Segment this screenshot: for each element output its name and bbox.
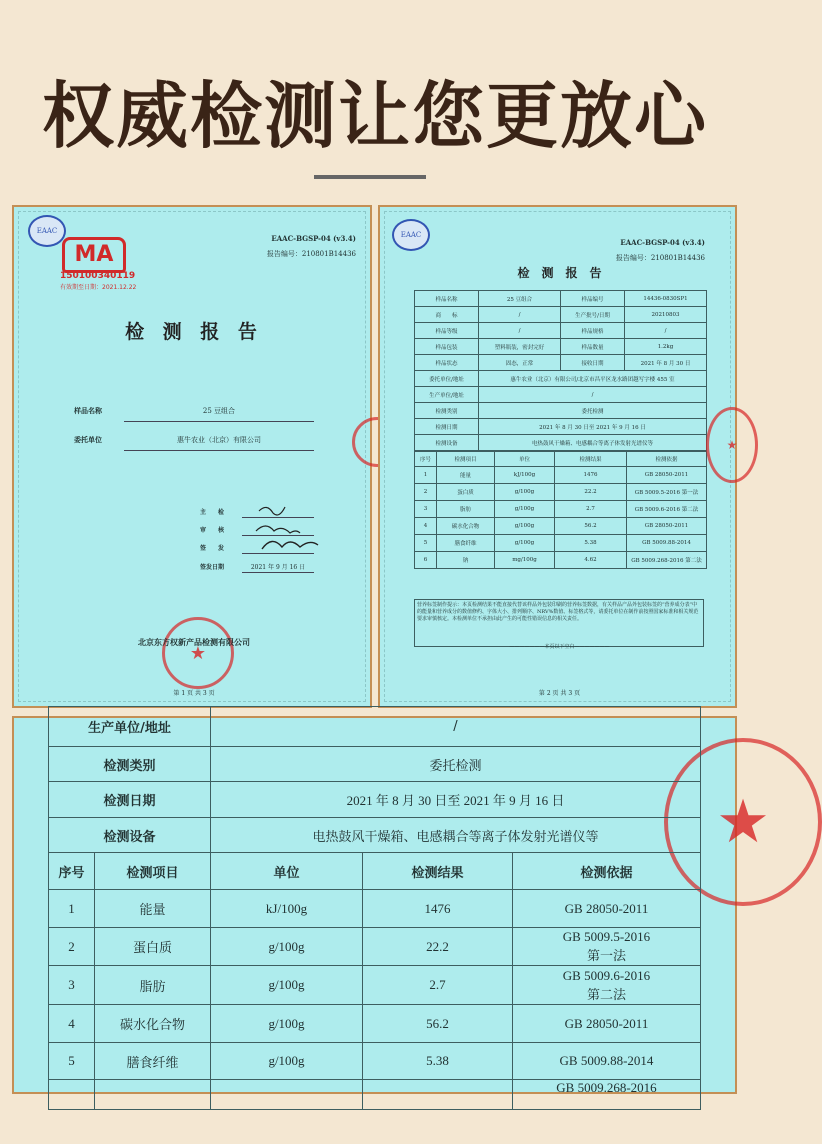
cell: 56.2 xyxy=(555,518,627,535)
header-cell: 单位 xyxy=(495,452,555,467)
method-line: GB 28050-2011 xyxy=(564,900,649,916)
zoom-header xyxy=(49,853,701,890)
edge-seal-image: ★ xyxy=(706,407,758,483)
info-label: 样品等级 xyxy=(415,323,479,339)
cell xyxy=(513,1043,701,1080)
info-label: 样品数量 xyxy=(561,339,625,355)
cell: 碳水化合物 xyxy=(437,518,495,535)
zoom-info-row xyxy=(49,818,701,853)
cell: kJ/100g xyxy=(211,890,363,928)
eaac-logo-icon: EAAC xyxy=(392,219,430,251)
method-line: GB 28050-2011 xyxy=(564,1015,649,1031)
info-row xyxy=(415,403,707,419)
info-label: 检测设备 xyxy=(415,435,479,451)
info-value: 固态，正常 xyxy=(479,355,561,371)
cell: 1 xyxy=(415,467,437,484)
info-value: 25 豆组合 xyxy=(479,291,561,307)
header-cell: 检测结果 xyxy=(555,452,627,467)
cell: g/100g xyxy=(211,1043,363,1080)
report-no-label: 报告编号： xyxy=(615,254,651,262)
table-row xyxy=(415,535,707,552)
page-footer: 第 1 页 共 3 页 xyxy=(173,690,215,697)
info-row xyxy=(415,355,707,371)
info-row xyxy=(415,339,707,355)
table-row xyxy=(415,518,707,535)
cell: 膳食纤维 xyxy=(437,535,495,552)
cell xyxy=(363,1080,513,1110)
cell xyxy=(49,1080,95,1110)
end-mark: ———————本页以下空白——————— xyxy=(509,644,610,650)
info-label: 样品状态 xyxy=(415,355,479,371)
nutrition-note: 营养标签制作提示：本页检测结果不能直接代替该样品外包装印刷的营养标签数据，有关样品产品外包装标签的“营养成分表”中的能量和营养成分的数值修约、字体大小、排列顺序、NRV%数值、标签格式等，请委托单位在制作前按照国家标准和相关规范要求审慎核定。本检测单位不承担由此产生的可能性错误信息的相关责任。 xyxy=(414,599,704,647)
doc-code: EAAC-BGSP-04 (v3.4) xyxy=(620,238,705,247)
cell xyxy=(95,1080,211,1110)
method-line: GB 5009.5-2016 xyxy=(562,929,651,944)
cell: 2.7 xyxy=(363,966,513,1005)
zoom-table xyxy=(48,706,701,1110)
table-row xyxy=(415,501,707,518)
info-value: 委托检测 xyxy=(211,747,701,782)
cell: g/100g xyxy=(211,1005,363,1043)
cell xyxy=(513,928,701,966)
info-value: 2021 年 8 月 30 日至 2021 年 9 月 16 日 xyxy=(479,419,707,435)
info-label: 检测日期 xyxy=(415,419,479,435)
info-row xyxy=(415,435,707,451)
sample-label: 样品名称 xyxy=(74,406,102,415)
eaac-logo-icon: EAAC xyxy=(28,215,66,247)
zoomed-results xyxy=(12,716,770,1095)
table-row xyxy=(49,966,701,1005)
cell: 脂肪 xyxy=(437,501,495,518)
cell: 4 xyxy=(415,518,437,535)
header-cell: 序号 xyxy=(415,452,437,467)
report-title: 检 测 报 告 xyxy=(125,321,263,343)
sign-label-date: 签发日期 xyxy=(200,564,225,571)
cell: 22.2 xyxy=(555,484,627,501)
info-label: 样品名称 xyxy=(415,291,479,307)
sign-label-issuer: 签 发 xyxy=(200,545,225,552)
zoom-info-row xyxy=(49,747,701,782)
table-row xyxy=(49,928,701,966)
info-value: 电热鼓风干燥箱、电感耦合等离子体发射光谱仪等 xyxy=(479,435,707,451)
page-footer: 第 2 页 共 3 页 xyxy=(538,690,581,697)
sample-line xyxy=(124,421,314,422)
info-value: 电热鼓风干燥箱、电感耦合等离子体发射光谱仪等 xyxy=(211,818,701,853)
method-sub: 第一法 xyxy=(586,949,626,964)
cell: kJ/100g xyxy=(495,467,555,484)
info-label: 委托单位/地址 xyxy=(415,371,479,387)
client-line xyxy=(124,450,314,451)
info-row xyxy=(415,307,707,323)
table-row xyxy=(49,1043,701,1080)
info-label: 样品包装 xyxy=(415,339,479,355)
client-label: 委托单位 xyxy=(74,435,102,444)
cell xyxy=(513,966,701,1005)
cell xyxy=(513,1080,701,1110)
cell: GB 5009.268-2016 第二法 xyxy=(627,552,707,569)
results-table xyxy=(414,451,707,569)
cell: 膳食纤维 xyxy=(95,1043,211,1080)
cell: GB 5009.88-2014 xyxy=(627,535,707,552)
info-label: 生产单位/地址 xyxy=(49,707,211,747)
cell: GB 28050-2011 xyxy=(627,518,707,535)
zoom-info-row xyxy=(49,707,701,747)
cell: g/100g xyxy=(495,535,555,552)
table-row xyxy=(49,1080,701,1110)
info-value: 14436-0830SP1 xyxy=(625,291,707,307)
cell: 脂肪 xyxy=(95,966,211,1005)
report-title: 检 测 报 告 xyxy=(517,266,602,280)
cell: g/100g xyxy=(495,501,555,518)
info-value: / xyxy=(625,323,707,339)
cell: 2.7 xyxy=(555,501,627,518)
cell: 蛋白质 xyxy=(437,484,495,501)
sign-line-4 xyxy=(242,572,314,573)
sign-date: 2021 年 9 月 16 日 xyxy=(250,564,306,571)
report-no-value: 210801B14436 xyxy=(650,254,705,262)
cell: 碳水化合物 xyxy=(95,1005,211,1043)
cell: 1 xyxy=(49,890,95,928)
lab-name: 北京东方权新产品检测有限公司 xyxy=(138,637,250,647)
cell: 5 xyxy=(415,535,437,552)
table-row xyxy=(49,890,701,928)
method-sub: 第二法 xyxy=(586,987,626,1003)
report-page-1 xyxy=(12,205,372,708)
info-label: 检测类别 xyxy=(49,747,211,782)
cell: 蛋白质 xyxy=(95,928,211,966)
lab-seal-image: ★ xyxy=(162,617,234,689)
cma-letters: MA xyxy=(74,242,114,267)
cell: 2 xyxy=(415,484,437,501)
cell: 22.2 xyxy=(363,928,513,966)
cell: g/100g xyxy=(211,928,363,966)
cell: g/100g xyxy=(211,966,363,1005)
cell: 5.38 xyxy=(555,535,627,552)
table-row xyxy=(49,1005,701,1043)
client-value: 惠牛农业（北京）有限公司 xyxy=(177,436,261,444)
cell: 6 xyxy=(415,552,437,569)
cell: mg/100g xyxy=(495,552,555,569)
cell: 4 xyxy=(49,1005,95,1043)
info-value: 1.2kg xyxy=(625,339,707,355)
header-cell: 序号 xyxy=(49,853,95,890)
cell: 2 xyxy=(49,928,95,966)
info-value: 2021 年 8 月 30 日 xyxy=(625,355,707,371)
header-cell: 检测依据 xyxy=(627,452,707,467)
info-row xyxy=(415,323,707,339)
cell: 能量 xyxy=(437,467,495,484)
table-row xyxy=(415,552,707,569)
sign-label-inspector: 主 检 xyxy=(200,509,225,516)
cell: GB 28050-2011 xyxy=(627,467,707,484)
cell: g/100g xyxy=(495,518,555,535)
info-row xyxy=(415,291,707,307)
headline: 权威检测让您更放心 xyxy=(41,74,708,158)
cma-mark xyxy=(62,237,126,273)
info-row xyxy=(415,387,707,403)
info-value: 塑料瓶装，密封完好 xyxy=(479,339,561,355)
cell: 1476 xyxy=(363,890,513,928)
divider xyxy=(314,175,426,179)
cell xyxy=(211,1080,363,1110)
info-label: 检测类别 xyxy=(415,403,479,419)
info-value: 委托检测 xyxy=(479,403,707,419)
cell: 4.62 xyxy=(555,552,627,569)
info-value: 惠牛农业（北京）有限公司/北京市昌平区龙水路团越写字楼 455 室 xyxy=(479,371,707,387)
header-cell: 检测项目 xyxy=(95,853,211,890)
cma-number: 150100340119 xyxy=(60,271,136,281)
table-row xyxy=(415,467,707,484)
info-value: / xyxy=(479,307,561,323)
cell: 56.2 xyxy=(363,1005,513,1043)
cell xyxy=(513,890,701,928)
cell: 5.38 xyxy=(363,1043,513,1080)
cell: g/100g xyxy=(495,484,555,501)
report-no-value: 210801B14436 xyxy=(301,250,356,258)
header-cell: 检测项目 xyxy=(437,452,495,467)
info-label: 样品编号 xyxy=(561,291,625,307)
info-value: 2021 年 8 月 30 日至 2021 年 9 月 16 日 xyxy=(211,782,701,818)
info-row xyxy=(415,419,707,435)
sample-value: 25 豆组合 xyxy=(202,407,236,415)
info-label: 检测日期 xyxy=(49,782,211,818)
info-label: 样品规格 xyxy=(561,323,625,339)
info-label: 接收日期 xyxy=(561,355,625,371)
cell: 3 xyxy=(49,966,95,1005)
cell xyxy=(513,1005,701,1043)
zoom-seal-image: ★ xyxy=(664,738,822,906)
info-row xyxy=(415,371,707,387)
header-cell: 单位 xyxy=(211,853,363,890)
cell: 5 xyxy=(49,1043,95,1080)
info-table xyxy=(414,290,707,451)
info-label: 商 标 xyxy=(415,307,479,323)
header-cell: 检测依据 xyxy=(513,853,701,890)
cell: 3 xyxy=(415,501,437,518)
method-line: GB 5009.88-2014 xyxy=(559,1053,654,1068)
cell: GB 5009.5-2016 第一法 xyxy=(627,484,707,501)
info-label: 生产单位/地址 xyxy=(415,387,479,403)
table-row xyxy=(415,484,707,501)
cell: GB 5009.6-2016 第二法 xyxy=(627,501,707,518)
report-page-2 xyxy=(378,205,737,708)
zoom-info-row xyxy=(49,782,701,818)
cell: 钠 xyxy=(437,552,495,569)
doc-code: EAAC-BGSP-04 (v3.4) xyxy=(271,234,356,243)
info-value: 20210803 xyxy=(625,307,707,323)
report-no xyxy=(267,249,356,259)
info-value: / xyxy=(211,707,701,747)
signature-image xyxy=(254,497,324,557)
method-line: GB 5009.6-2016 xyxy=(562,967,651,983)
report-no-label: 报告编号： xyxy=(266,250,302,258)
method-line: GB 5009.268-2016 xyxy=(556,1080,657,1095)
info-value: / xyxy=(479,387,707,403)
cell: 能量 xyxy=(95,890,211,928)
results-header xyxy=(415,452,707,467)
cma-validity: 有效期至日期：2021.12.22 xyxy=(60,284,137,291)
cell: 1476 xyxy=(555,467,627,484)
sign-label-reviewer: 审 核 xyxy=(200,527,225,534)
info-value: / xyxy=(479,323,561,339)
info-label: 检测设备 xyxy=(49,818,211,853)
header-cell: 检测结果 xyxy=(363,853,513,890)
report-no xyxy=(616,253,705,263)
info-label: 生产批号/日期 xyxy=(561,307,625,323)
